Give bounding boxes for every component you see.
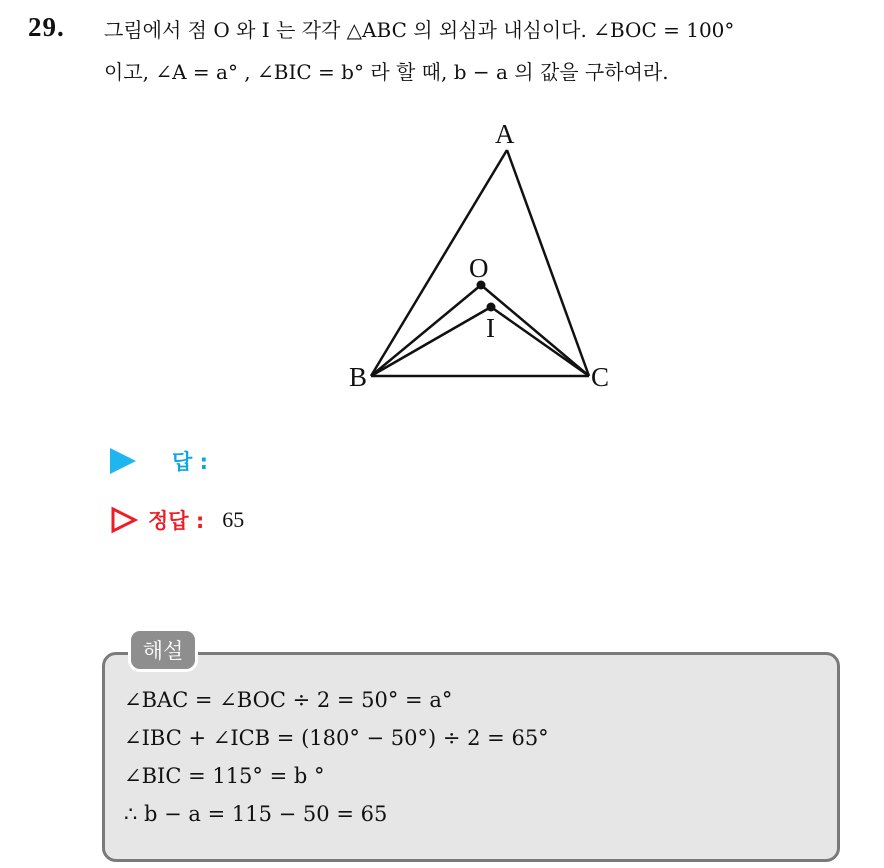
label-C: C <box>591 362 610 392</box>
explanation-line-3: ∠BIC = 115° = b ° <box>124 764 325 788</box>
label-O: O <box>469 253 489 283</box>
answer-row <box>110 446 208 476</box>
correct-answer-label: 정답 : <box>148 509 205 533</box>
correct-answer-value: 65 <box>222 507 245 532</box>
segment-IC <box>491 307 589 376</box>
label-A: A <box>495 119 515 149</box>
triangle-figure <box>330 110 630 400</box>
correct-answer-row <box>110 505 244 535</box>
point-I <box>487 303 496 312</box>
segment-BI <box>371 307 491 376</box>
play-triangle-icon <box>110 448 136 474</box>
problem-text-line-2: 이고, ∠A = a° , ∠BIC = b° 라 할 때, b − a 의 값을 구하여라. <box>104 60 669 84</box>
outline-triangle-icon <box>110 506 138 534</box>
problem-text-line-1: 그림에서 점 O 와 I 는 각각 △ABC 의 외심과 내심이다. ∠BOC = 100° <box>104 18 735 42</box>
answer-label: 답 : <box>172 450 208 474</box>
explanation-box <box>102 652 840 862</box>
label-I: I <box>486 313 495 343</box>
explanation-line-2: ∠IBC + ∠ICB = (180° − 50°) ÷ 2 = 65° <box>124 726 549 750</box>
explanation-line-4: ∴ b − a = 115 − 50 = 65 <box>124 802 388 826</box>
segment-BO <box>371 285 481 376</box>
problem-number: 29. <box>28 12 65 42</box>
label-B: B <box>349 362 368 392</box>
explanation-tab: 해설 <box>128 628 198 672</box>
explanation-line-1: ∠BAC = ∠BOC ÷ 2 = 50° = a° <box>124 688 453 712</box>
